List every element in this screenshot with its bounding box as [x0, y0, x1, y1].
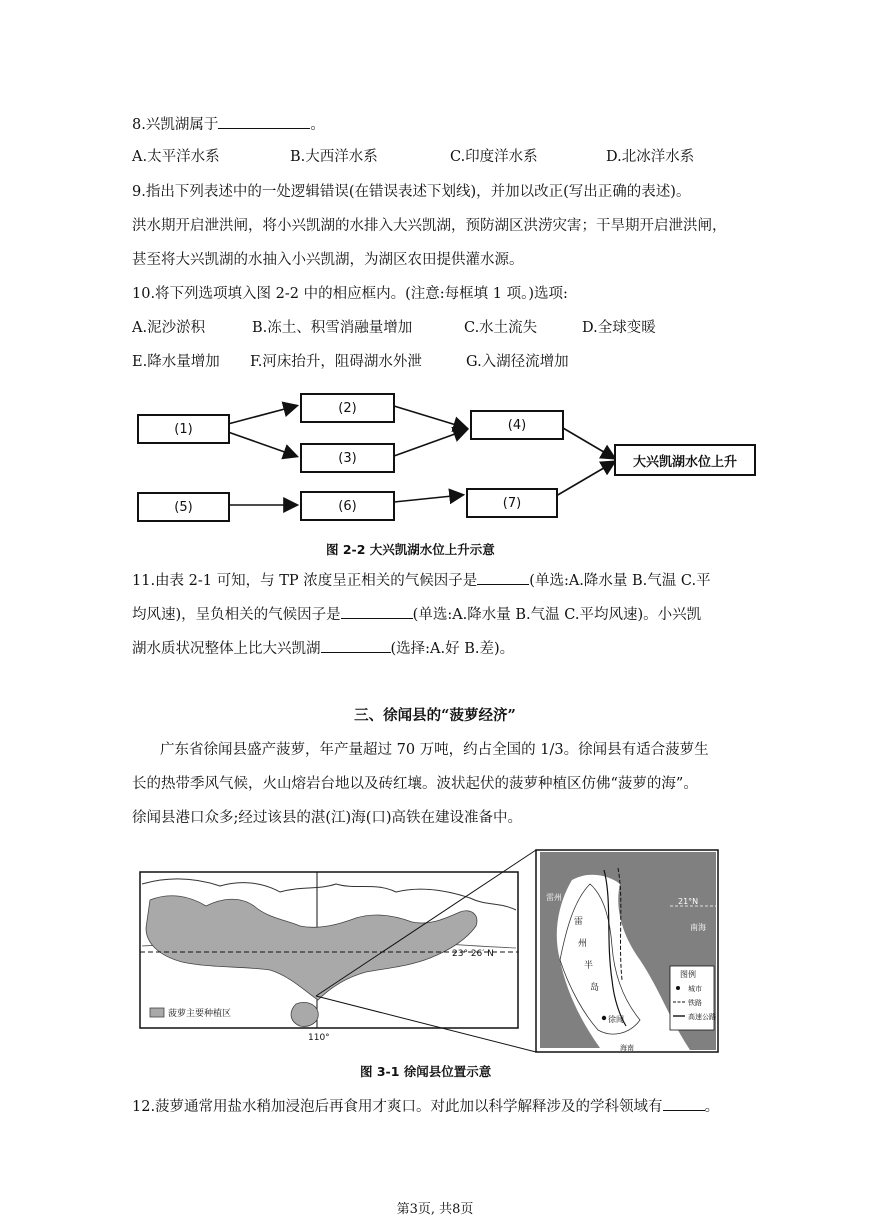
section-title: 三、徐闻县的“菠萝经济”	[354, 707, 516, 724]
question-11-line-2: 均风速)，呈负相关的气候因子是 (单选:A.降水量 B.气温 C.平均风速)。小兴凯	[132, 604, 701, 625]
figure-caption: 图 2-2 大兴凯湖水位上升示意	[326, 542, 495, 557]
city-marker	[602, 1016, 606, 1020]
page-footer: 第3页, 共8页	[396, 1202, 474, 1217]
longitude-label: 110°	[308, 1033, 330, 1043]
option-d: D.全球变暖	[582, 320, 656, 336]
peninsula-char: 州	[578, 939, 588, 949]
paragraph-line: 广东省徐闻县盛产菠萝，年产量超过 70 万吨，约占全国的 1/3。徐闻县有适合菠萝生	[160, 742, 709, 758]
legend-railway: 铁路	[688, 999, 702, 1007]
paragraph-line: 长的热带季风气候，火山熔岩台地以及砖红壤。波状起伏的菠萝种植区仿佛“菠萝的海”。	[132, 776, 698, 792]
question-11: 11.由表 2-1 可知，与 TP 浓度呈正相关的气候因子是 (单选:A.降水量 B.气温 C.平	[132, 570, 711, 591]
latitude-label: 23° 26′ N	[452, 949, 494, 959]
option-c: C.水土流失	[464, 320, 538, 336]
sea-label: 南海	[690, 923, 706, 932]
flow-box-2[interactable]: (2)	[300, 393, 395, 423]
option-g: G.入湖径流增加	[466, 354, 569, 370]
south-label: 海南	[620, 1044, 634, 1052]
peninsula-char: 雷	[574, 917, 584, 927]
strait-label: 琼州海峡	[600, 1038, 628, 1046]
flow-result-box: 大兴凯湖水位上升	[614, 444, 756, 476]
option-a: A.太平洋水系	[132, 149, 220, 165]
option-b: B.冻土、积雪消融量增加	[252, 320, 413, 336]
question-9: 9.指出下列表述中的一处逻辑错误(在错误表述下划线)，并加以改正(写出正确的表述)。	[132, 184, 691, 200]
legend-highway: 高速公路	[688, 1013, 716, 1021]
option-d: D.北冰洋水系	[606, 149, 695, 165]
option-b: B.大西洋水系	[290, 149, 378, 165]
question-8: 8.兴凯湖属于 。	[132, 114, 325, 135]
paragraph-line: 徐闻县港口众多;经过该县的湛(江)海(口)高铁在建设准备中。	[132, 810, 523, 826]
flow-box-1[interactable]: (1)	[137, 414, 230, 444]
town-label: 徐闻	[608, 1015, 624, 1024]
region-label: 雷州	[546, 893, 562, 902]
legend-planting-area: 菠萝主要种植区	[168, 1009, 232, 1019]
flow-box-6[interactable]: (6)	[300, 491, 395, 521]
flow-box-4[interactable]: (4)	[470, 410, 564, 440]
inset-latitude-label: 21°N	[678, 897, 699, 906]
question-9-statement-2: 甚至将大兴凯湖的水抽入小兴凯湖，为湖区农田提供灌水源。	[132, 252, 524, 268]
figure-caption: 图 3-1 徐闻县位置示意	[360, 1064, 492, 1079]
question-9-statement-1: 洪水期开启泄洪闸，将小兴凯湖的水排入大兴凯湖，预防湖区洪涝灾害；干旱期开启泄洪闸，	[132, 218, 727, 234]
option-c: C.印度洋水系	[450, 149, 538, 165]
question-12: 12.菠萝通常用盐水稍加浸泡后再食用才爽口。对此加以科学解释涉及的学科领域有 。	[132, 1096, 719, 1117]
flow-box-5[interactable]: (5)	[137, 492, 230, 522]
option-f: F.河床抬升，阻碍湖水外泄	[250, 354, 422, 370]
question-10: 10.将下列选项填入图 2-2 中的相应框内。(注意:每框填 1 项。)选项:	[132, 286, 568, 302]
flow-box-3[interactable]: (3)	[300, 443, 395, 473]
peninsula-char: 岛	[590, 983, 600, 993]
question-11-line-3: 湖水质状况整体上比大兴凯湖 (选择:A.好 B.差)。	[132, 638, 514, 659]
legend-title: 图例	[680, 970, 696, 979]
peninsula-char: 半	[584, 961, 594, 971]
option-a: A.泥沙淤积	[132, 320, 206, 336]
option-e: E.降水量增加	[132, 354, 220, 370]
legend-city: 城市	[688, 985, 702, 993]
flow-box-7[interactable]: (7)	[466, 488, 558, 518]
answer-blank[interactable]	[663, 1096, 705, 1111]
